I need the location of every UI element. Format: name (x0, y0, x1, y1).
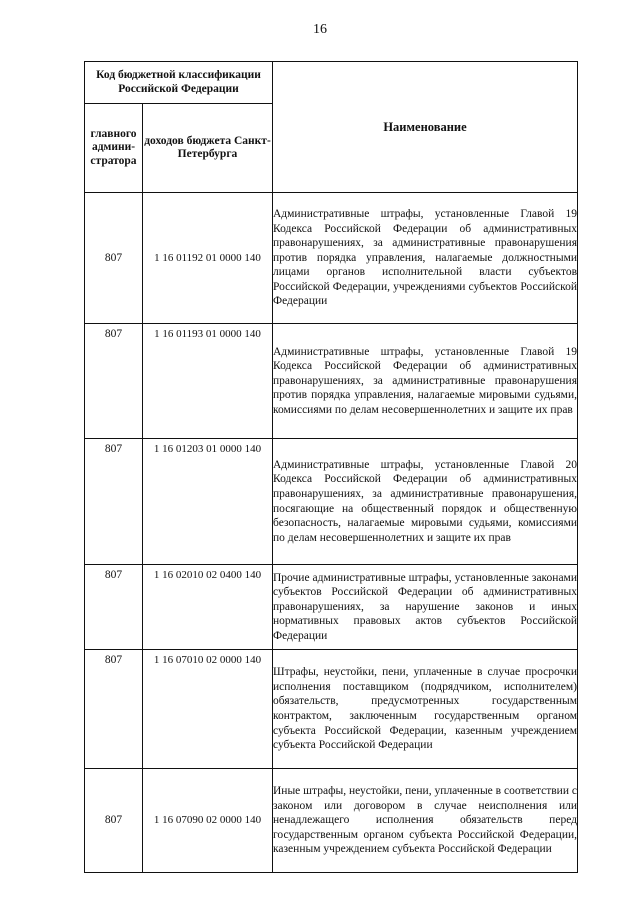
header-row-top (85, 62, 578, 104)
table-row (85, 324, 578, 439)
budget-classification-table (84, 61, 578, 873)
admin-code-cell: 807 (85, 193, 143, 324)
income-code-cell: 1 16 01192 01 0000 140 (143, 193, 273, 324)
description-cell: Административные штрафы, установленные Главой 19 Кодекса Российской Федерации об административных правонарушениях, за административные правонарушения против порядка управления, налагаемые мировыми судьями, комиссиями по делам несовершеннолетних и защите их прав (273, 324, 578, 439)
income-code-cell: 1 16 07090 02 0000 140 (143, 769, 273, 873)
admin-code-cell: 807 (85, 650, 143, 769)
income-code-cell: 1 16 01193 01 0000 140 (143, 324, 273, 439)
description-cell: Штрафы, неустойки, пени, уплаченные в случае просрочки исполнения поставщиком (подрядчиком, исполнителем) обязательств, предусмотренных государственным контрактом, заключенным государственным органом субъекта Российской Федерации, казенным учреждением субъекта Российской Федерации (273, 650, 578, 769)
admin-code-cell: 807 (85, 565, 143, 650)
admin-code-cell: 807 (85, 439, 143, 565)
table-row (85, 439, 578, 565)
admin-code-cell: 807 (85, 769, 143, 873)
header-code: доходов бюджета Санкт-Петербурга (143, 104, 273, 193)
page-number: 16 (313, 22, 327, 37)
header-name: Наименование (273, 62, 578, 193)
description-cell: Иные штрафы, неустойки, пени, уплаченные в соответствии с законом или договором в случае неисполнения или ненадлежащего исполнения обязательств перед государственным органом субъекта Российской Федерации, казенным учреждением субъекта Российской Федерации (273, 769, 578, 873)
income-code-cell: 1 16 07010 02 0000 140 (143, 650, 273, 769)
table-row (85, 193, 578, 324)
description-cell: Прочие административные штрафы, установленные законами субъектов Российской Федерации об административных правонарушениях, за нарушение законов и иных нормативных правовых актов субъектов Российской Федерации (273, 565, 578, 650)
table-row (85, 769, 578, 873)
income-code-cell: 1 16 02010 02 0400 140 (143, 565, 273, 650)
description-cell: Административные штрафы, установленные Главой 19 Кодекса Российской Федерации об административных правонарушениях, за административные правонарушения против порядка управления, налагаемые должностными лицами органов исполнительной власти субъектов Российской Федерации, учреждениями субъектов Российской Федерации (273, 193, 578, 324)
header-group-title: Код бюджетной классификации Российской Федерации (85, 62, 273, 104)
header-admin: главного админи-стратора (85, 104, 143, 193)
admin-code-cell: 807 (85, 324, 143, 439)
income-code-cell: 1 16 01203 01 0000 140 (143, 439, 273, 565)
table-row (85, 650, 578, 769)
description-cell: Административные штрафы, установленные Главой 20 Кодекса Российской Федерации об административных правонарушениях, за административные правонарушения, посягающие на общественный порядок и общественную безопасность, налагаемые мировыми судьями, комиссиями по делам несовершеннолетних и защите их прав (273, 439, 578, 565)
table-row (85, 565, 578, 650)
